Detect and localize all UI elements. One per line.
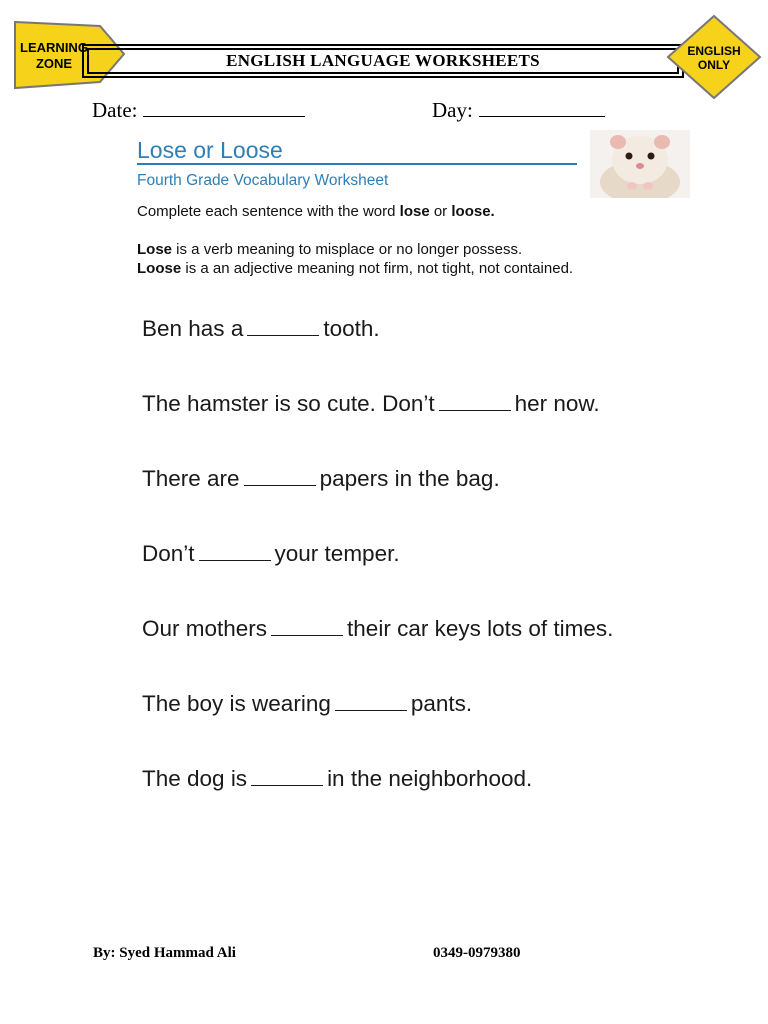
sentence-6-before: The boy is wearing	[142, 691, 331, 716]
sentence-4-before: Don’t	[142, 541, 195, 566]
instruction-text	[137, 203, 495, 220]
sentence-5-blank[interactable]	[271, 617, 343, 636]
sentence-6	[142, 691, 472, 717]
sentence-1-blank[interactable]	[247, 317, 319, 336]
sentence-4	[142, 541, 400, 567]
title-underline	[137, 163, 577, 165]
definition-lose	[137, 241, 522, 258]
definition-loose-text: is a an adjective meaning not firm, not tight, not contained.	[181, 260, 574, 277]
sentence-7-blank[interactable]	[251, 767, 323, 786]
english-only-sign-line1: ENGLISH	[687, 44, 741, 58]
date-blank-line[interactable]	[143, 98, 305, 117]
sentence-4-blank[interactable]	[199, 542, 271, 561]
day-label: Day:	[432, 98, 473, 122]
sentence-3-blank[interactable]	[244, 467, 316, 486]
sentence-7	[142, 766, 532, 792]
sentence-2	[142, 391, 600, 417]
definition-lose-word: Lose	[137, 241, 173, 258]
sentence-3-after: papers in the bag.	[319, 466, 500, 491]
instruction-word-lose: lose	[399, 203, 430, 220]
sentence-1-after: tooth.	[323, 316, 380, 341]
sentence-6-after: pants.	[410, 691, 473, 716]
sentence-3	[142, 466, 500, 492]
page-title: ENGLISH LANGUAGE WORKSHEETS	[226, 51, 540, 70]
date-field	[92, 98, 305, 123]
learning-zone-sign-line2: ZONE	[35, 56, 73, 71]
instruction-mid: or	[429, 203, 452, 220]
sentence-2-before: The hamster is so cute. Don’t	[142, 391, 435, 416]
sentence-5-after: their car keys lots of times.	[347, 616, 614, 641]
hamster-illustration	[590, 130, 690, 198]
sentence-5-before: Our mothers	[142, 616, 268, 641]
day-field	[432, 98, 605, 123]
instruction-word-loose: loose.	[451, 203, 495, 220]
learning-zone-sign-line1: LEARNING	[20, 40, 88, 55]
sentence-5	[142, 616, 613, 642]
english-only-sign	[666, 14, 762, 100]
day-blank-line[interactable]	[479, 98, 605, 117]
sentence-2-blank[interactable]	[439, 392, 511, 411]
title-banner	[87, 48, 679, 74]
footer-phone: 0349-0979380	[433, 945, 521, 961]
footer-author: By: Syed Hammad Ali	[93, 945, 236, 961]
sentence-7-after: in the neighborhood.	[327, 766, 533, 791]
worksheet-title: Lose or Loose	[137, 137, 283, 163]
sentence-3-before: There are	[142, 466, 240, 491]
definition-loose	[137, 260, 573, 277]
english-only-sign-line2: ONLY	[697, 58, 731, 72]
sentence-4-after: your temper.	[274, 541, 400, 566]
sentence-2-after: her now.	[514, 391, 600, 416]
sentence-7-before: The dog is	[142, 766, 248, 791]
sentence-6-blank[interactable]	[335, 692, 407, 711]
definition-lose-text: is a verb meaning to misplace or no longer possess.	[172, 241, 523, 258]
worksheet-subtitle: Fourth Grade Vocabulary Worksheet	[137, 172, 389, 189]
sentence-1	[142, 316, 380, 342]
instruction-pre: Complete each sentence with the word	[137, 203, 400, 220]
date-label: Date:	[92, 98, 138, 122]
sentence-1-before: Ben has a	[142, 316, 244, 341]
definition-loose-word: Loose	[137, 260, 182, 277]
